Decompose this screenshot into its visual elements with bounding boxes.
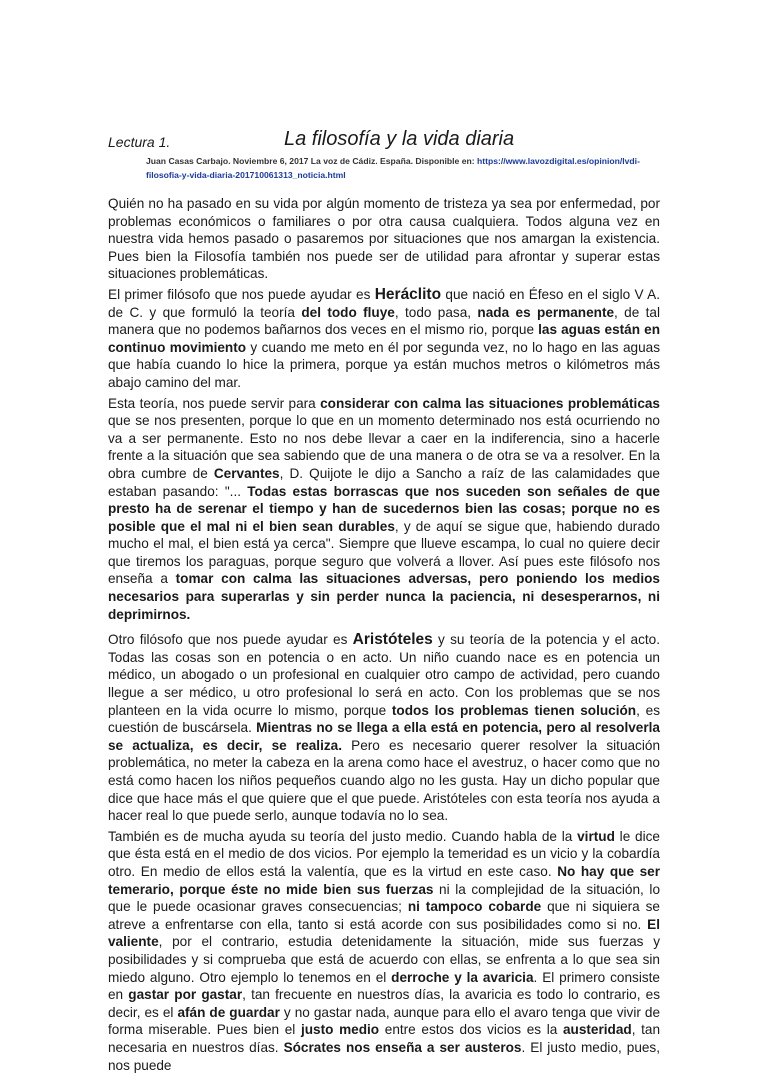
emphasis-text: considerar con calma las situaciones problemáticas bbox=[320, 395, 660, 411]
paragraph-text: que se nos presenten, porque lo que en un momento determinado nos está ocurriendo no va a ser permanente. Esto no nos debe llevar a caer en la indiferencia, sino a hacerle frente a la situación que sea sabiendo que de una manera o de otra se va a resolver. En la obra cumbre de bbox=[108, 413, 660, 481]
paragraph-text: También es de mucha ayuda su teoría del justo medio. Cuando habla de la bbox=[108, 828, 578, 844]
paragraph bbox=[108, 195, 660, 283]
paragraph-text: , de tal manera que no podemos bañarnos dos veces en el mismo rio, porque bbox=[108, 304, 661, 338]
paragraph-text: . El justo medio, pues, nos puede bbox=[108, 1039, 661, 1073]
paragraph bbox=[108, 286, 660, 392]
emphasis-text: austeridad bbox=[562, 1022, 632, 1038]
lecture-label: Lectura 1. bbox=[108, 134, 171, 150]
paragraph-text: , todo pasa, bbox=[394, 304, 478, 320]
paragraph-text: , D. Quijote le dijo a Sancho a raíz de las calamidades que estaban pasando: "... bbox=[108, 465, 660, 499]
emphasis-text: del todo fluye bbox=[301, 304, 395, 320]
paragraph bbox=[108, 395, 660, 624]
paragraph-text: Quién no ha pasado en su vida por algún momento de tristeza ya sea por enfermedad, por problemas económicos o familiares o por otra causa cualquiera. Todos alguna vez en nuestra vida hemos pasado o pasaremos por situaciones que nos amargan la existencia. Pues bien la Filosofía también nos puede ser de utilidad para afrontar y superar estas situaciones problemáticas. bbox=[108, 196, 660, 282]
emphasis-text: todos los problemas tienen solución bbox=[391, 702, 637, 718]
paragraph-text: . El primero consiste en bbox=[108, 969, 660, 1003]
paragraph-text: Pero es necesario querer resolver la situación problemática, no meter la cabeza en la arena como hace el avestruz, o hacer como que no está como hacen los niños pequeños cuando algo no les gusta. Hay un dicho popular que dice que hace más el que quiere que el que puede. Aristóteles con esta teoría nos ayuda a hacer real lo que puede serlo, aunque todavía no lo sea. bbox=[108, 737, 660, 824]
paragraph-text: y cuando me meto en él por segunda vez, no lo hago en las aguas que había cuando lo hice la primera, porque ya están muchos metros o kilómetros más abajo camino del mar. bbox=[108, 339, 660, 390]
citation bbox=[146, 154, 660, 182]
emphasis-text: derroche y la avaricia bbox=[391, 969, 534, 985]
paragraph-text: , y de aquí se sigue que, habiendo durado mucho el mal, el bien está ya cerca". Siempre que llueve escampa, lo cual no quiere decir que tiremos los paraguas, porque seguro que volverá a llover. Así pues este filósofo nos enseña a bbox=[108, 518, 660, 587]
paragraph-text: y su teoría de la potencia y el acto. Todas las cosas son en potencia o en acto. Un niño cuando nace es en potencia un médico, un abogado o un profesional en cualquier otro campo de actividad, pero cuando llegue a ser médico, u otro profesional lo será en acto. Con los problemas que se nos planteen en la vida ocurre lo mismo, porque bbox=[108, 632, 660, 718]
paragraph-text: que nació en Éfeso en el siglo V A. de C. y que formuló la teoría bbox=[108, 286, 660, 320]
paragraph-text: y no gastar nada, aunque para ello el avaro tenga que vivir de forma miserable. Pues bien el bbox=[108, 1004, 661, 1038]
paragraph-text: ni la complejidad de la situación, lo que le puede ocasionar graves consecuencias; bbox=[108, 881, 660, 915]
emphasis-text: Sócrates nos enseña a ser austeros bbox=[283, 1039, 522, 1055]
emphasis-text: Todas estas borrascas que nos suceden son señales de que presto ha de serenar el tiempo y han de sucedernos bien las cosas; porque no es posible que el mal ni el bien sean durables bbox=[108, 483, 660, 534]
paragraph-text: entre estos dos vicios es la bbox=[379, 1022, 563, 1038]
emphasis-text: El valiente bbox=[108, 916, 660, 950]
paragraph-text: El primer filósofo que nos puede ayudar es bbox=[108, 286, 375, 302]
paragraph-text: , es cuestión de buscársela. bbox=[108, 702, 660, 736]
emphasis-text: Aristóteles bbox=[352, 631, 433, 649]
document-title: La filosofía y la vida diaria bbox=[284, 128, 515, 150]
paragraph bbox=[108, 828, 660, 1074]
paragraph-text: , tan necesaria en nuestros días. bbox=[108, 1022, 661, 1055]
emphasis-text: las aguas están en continuo movimiento bbox=[108, 322, 660, 355]
paragraph-text: , por el contrario, estudia detenidamente la situación, mide sus fuerzas y posibilidades y si comprueba que está de acuerdo con ellas, se enfrenta a lo que sea sin miedo alguno. Otro ejemplo lo tenemos en el bbox=[108, 934, 660, 985]
paragraph-text: que ni siquiera se atreve a enfrentarse con ella, tanto si está acorde con sus posibilidades como si no. bbox=[108, 899, 660, 932]
emphasis-text: virtud bbox=[577, 828, 615, 844]
emphasis-text: Cervantes bbox=[213, 465, 280, 481]
paragraph bbox=[108, 631, 660, 825]
emphasis-text: No hay que ser temerario, porque éste no mide bien sus fuerzas bbox=[108, 863, 660, 897]
emphasis-text: gastar por gastar bbox=[128, 987, 243, 1003]
emphasis-text: Mientras no se llega a ella está en potencia, pero al resolverla se actualiza, es decir, se realiza. bbox=[108, 720, 660, 753]
article-body bbox=[108, 195, 660, 1074]
paragraph-text: Esta teoría, nos puede servir para bbox=[108, 395, 321, 411]
emphasis-text: Heráclito bbox=[374, 285, 442, 303]
emphasis-text: justo medio bbox=[300, 1022, 380, 1038]
paragraph-text: le dice que ésta está en el medio de dos vicios. Por ejemplo la temeridad es un vicio y la cobardía otro. En medio de ellos está la valentía, que es la virtud en este caso. bbox=[108, 828, 660, 879]
paragraph-text: , tan frecuente en nuestros días, la avaricia es todo lo contrario, es decir, es el bbox=[108, 987, 660, 1020]
emphasis-text: nada es permanente bbox=[477, 304, 615, 320]
emphasis-text: afán de guardar bbox=[177, 1004, 280, 1020]
citation-text: Juan Casas Carbajo. Noviembre 6, 2017 La voz de Cádiz. España. Disponible en: bbox=[146, 156, 477, 166]
emphasis-text: ni tampoco cobarde bbox=[407, 899, 542, 915]
document-header bbox=[108, 128, 660, 154]
emphasis-text: tomar con calma las situaciones adversas, pero poniendo los medios necesarios para superarlas y sin perder nunca la paciencia, ni desesperarnos, ni deprimirnos. bbox=[108, 571, 660, 622]
citation-link[interactable]: https://www.lavozdigital.es/opinion/lvdi-filosofia-y-vida-diaria-201710061313_noticia.html bbox=[146, 156, 640, 180]
paragraph-text: Otro filósofo que nos puede ayudar es bbox=[108, 632, 353, 648]
